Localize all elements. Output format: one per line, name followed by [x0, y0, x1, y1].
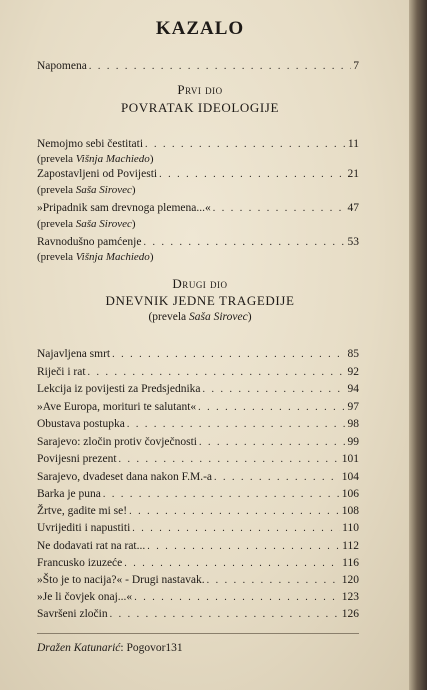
toc-entry [37, 471, 359, 487]
entry-title: Francusko izuzeće [37, 557, 123, 569]
dot-leader [203, 384, 346, 395]
translator-note: (prevela Saša Sirovec) [37, 218, 136, 230]
dot-leader [112, 349, 345, 360]
toc-entry [37, 557, 359, 573]
entry-page: 123 [341, 591, 359, 603]
entry-page: 120 [341, 574, 359, 586]
toc-entry [37, 574, 359, 590]
entry-title: Riječi i rat [37, 366, 86, 378]
entry-page: 101 [341, 453, 359, 465]
translator-note: (prevela Saša Sirovec) [37, 184, 136, 196]
section-divider [37, 633, 359, 634]
dot-leader [199, 437, 346, 448]
dot-leader [198, 402, 345, 413]
entry-page: 92 [347, 366, 359, 378]
entry-title: Sarajevo: zločin protiv čovječnosti [37, 436, 197, 448]
dot-leader [147, 541, 340, 552]
dot-leader [213, 203, 346, 214]
dot-leader [119, 454, 340, 465]
part2-title: DNEVNIK JEDNE TRAGEDIJE [105, 293, 295, 308]
toc-entry [37, 608, 359, 624]
translator-name: Saša Sirovec [189, 311, 248, 323]
part2-translator-note: (prevela Saša Sirovec) [148, 311, 252, 323]
dot-leader [103, 489, 340, 500]
toc-entry [37, 488, 359, 504]
dot-leader [110, 609, 340, 620]
toc-entry [37, 418, 359, 434]
entry-title: Ravnodušno pamćenje [37, 236, 142, 248]
dot-leader [159, 169, 345, 180]
entry-page: 97 [347, 401, 359, 413]
translator-note: (prevela Višnja Machiedo) [37, 153, 154, 165]
translator-name: Saša Sirovec [75, 184, 132, 196]
translator-note: (prevela Višnja Machiedo) [37, 251, 154, 263]
entry-title: Napomena [37, 60, 87, 72]
entry-title: Obustava postupka [37, 418, 125, 430]
toc-entry-napomena [37, 60, 359, 76]
dot-leader [129, 506, 340, 517]
toc-entry-epilogue [37, 642, 359, 658]
epilogue-author: Dražen Katunarić [37, 642, 121, 654]
entry-title: »Što je to nacija?« - Drugi nastavak. [37, 574, 205, 586]
dot-leader [134, 592, 340, 603]
part1-label: Prvi dio [177, 82, 223, 97]
entry-title: Savršeni zločin [37, 608, 108, 620]
translator-name: Višnja Machiedo [75, 153, 150, 165]
entry-title: »Pripadnik sam drevnoga plemena...« [37, 202, 211, 214]
page-title: KAZALO [155, 18, 245, 39]
dot-leader [143, 237, 345, 248]
entry-page: 98 [347, 418, 359, 430]
dot-leader [124, 558, 340, 569]
entry-page: 131 [165, 642, 183, 654]
entry-page: 94 [347, 383, 359, 395]
entry-page: 85 [347, 348, 359, 360]
toc-entry [37, 168, 359, 184]
translator-name: Višnja Machiedo [75, 251, 150, 263]
toc-entry [37, 366, 359, 382]
entry-title: Povijesni prezent [37, 453, 117, 465]
entry-page: 110 [342, 522, 359, 534]
entry-title: Ne dodavati rat na rat... [37, 540, 146, 552]
toc-entry [37, 236, 359, 252]
part1-title: POVRATAK IDEOLOGIJE [120, 100, 280, 115]
dot-leader [214, 472, 340, 483]
entry-title: Žrtve, gadite mi se! [37, 505, 128, 517]
toc-entry [37, 591, 359, 607]
entry-page: 53 [347, 236, 359, 248]
entry-page: 11 [347, 138, 359, 150]
entry-title: Lekcija iz povijesti za Predsjednika [37, 383, 201, 395]
entry-page: 104 [341, 471, 359, 483]
dot-leader [132, 523, 340, 534]
entry-page: 112 [342, 540, 359, 552]
toc-entry [37, 138, 359, 154]
entry-page: 116 [342, 557, 359, 569]
book-spine-shadow [409, 0, 427, 690]
toc-entry [37, 383, 359, 399]
toc-entry [37, 453, 359, 469]
toc-entry [37, 401, 359, 417]
entry-page: 21 [347, 168, 359, 180]
entry-page: 47 [347, 202, 359, 214]
translator-name: Saša Sirovec [75, 218, 132, 230]
entry-page: 7 [353, 60, 359, 72]
entry-title: Zapostavljeni od Povijesti [37, 168, 158, 180]
dot-leader [88, 367, 346, 378]
toc-entry [37, 540, 359, 556]
entry-title: Nemojmo sebi čestitati [37, 138, 144, 150]
entry-page: 106 [341, 488, 359, 500]
part2-label: Drugi dio [172, 276, 228, 291]
entry-title: Sarajevo, dvadeset dana nakon F.M.-a [37, 471, 213, 483]
entry-page: 99 [347, 436, 359, 448]
entry-title: Barka je puna [37, 488, 101, 500]
toc-entry [37, 348, 359, 364]
dot-leader [89, 61, 351, 72]
dot-leader [145, 139, 346, 150]
toc-entry [37, 522, 359, 538]
dot-leader [127, 419, 346, 430]
entry-title: »Ave Europa, morituri te salutant« [37, 401, 197, 413]
entry-title: Uvrijediti i napustiti [37, 522, 131, 534]
toc-entry [37, 505, 359, 521]
entry-title: Dražen Katunarić: Pogovor [37, 642, 166, 654]
toc-entry [37, 202, 359, 218]
toc-entry [37, 436, 359, 452]
dot-leader [207, 575, 340, 586]
entry-page: 108 [341, 505, 359, 517]
entry-page: 126 [341, 608, 359, 620]
entry-title: Najavljena smrt [37, 348, 111, 360]
entry-title: »Je li čovjek onaj...« [37, 591, 133, 603]
